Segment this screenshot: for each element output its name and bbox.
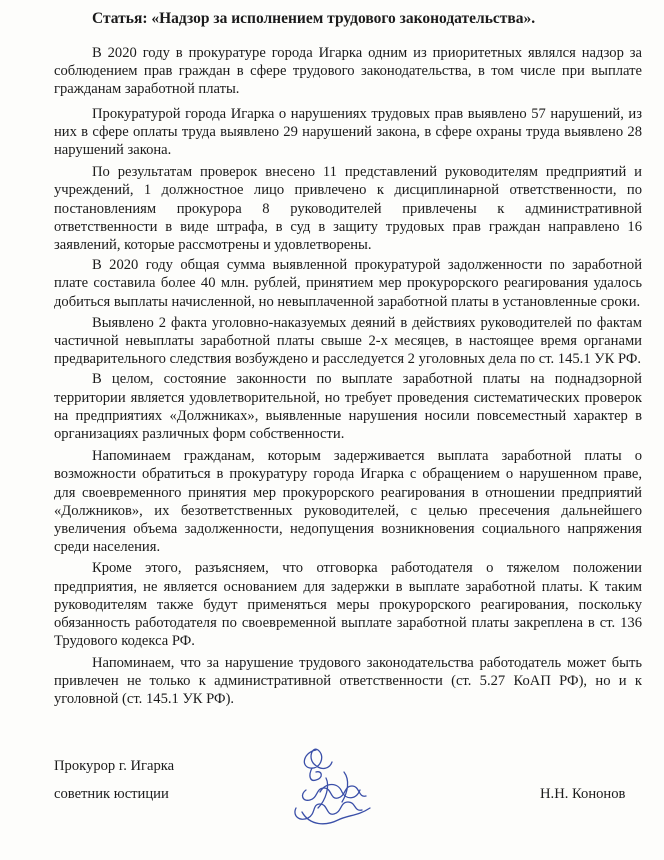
paragraph: Прокуратурой города Игарка о нарушениях трудовых прав выявлено 57 нарушений, из них в сфере оплаты труда выявлено 29 нарушений закона, в сфере охраны труда выявлено 28 нарушений закона. (54, 105, 642, 159)
article-body (54, 44, 642, 708)
paragraph: Кроме этого, разъясняем, что отговорка работодателя о тяжелом положении предприятия, не является основанием для задержки в выплате заработной платы. К таким руководителям также будут применяться меры прокурорского реагирования, поскольку обязанность работодателя по своевременной выплате заработной платы закреплена в ст. 136 Трудового кодекса РФ. (54, 560, 642, 650)
paragraph: В 2020 году в прокуратуре города Игарка одним из приоритетных являлся надзор за соблюдением прав граждан в сфере трудового законодательства, в том числе при выплате гражданам заработной платы. (54, 45, 642, 98)
paragraph: Выявлено 2 факта уголовно-наказуемых деяний в действиях руководителей по фактам частичной невыплаты заработной платы свыше 2-х месяцев, в настоящее время органами предварительного следствия возбуждено и расследуется 2 уголовных дела по ст. 145.1 УК РФ. (54, 314, 642, 368)
article-title: Статья: «Надзор за исполнением трудового законодательства». (92, 10, 536, 27)
signatory-rank: советник юстиции (54, 786, 169, 802)
signatory-position: Прокурор г. Игарка (54, 758, 175, 774)
paragraph: По результатам проверок внесено 11 представлений руководителям предприятий и учреждений, 1 должностное лицо привлечено к дисциплинарной ответственности, по постановлениям прокурора 8 руководителей привлечены к административной ответственности в виде штрафа, в суд в защиту трудовых прав граждан направлено 16 заявлений, которые рассмотрены и удовлетворены. (54, 164, 642, 254)
handwritten-signature-icon (286, 742, 378, 830)
paragraph: Напоминаем, что за нарушение трудового законодательства работодатель может быть привлечен не только к административной ответственности (ст. 5.27 КоАП РФ), но и к уголовной (ст. 145.1 УК РФ). (54, 654, 642, 707)
paragraph: В 2020 году общая сумма выявленной прокуратурой задолженности по заработной плате составила более 40 млн. рублей, принятием мер прокурорского реагирования удалось добиться выплаты начисленной, но невыплаченной заработной платы в установленные сроки. (54, 257, 642, 310)
paragraph: В целом, состояние законности по выплате заработной платы на поднадзорной территории является удовлетворительной, но требует проведения систематических проверок на предприятиях «Должниках», выявленные нарушения носили повсеместный характер в организациях различных форм собственности. (54, 371, 642, 443)
paragraph: Напоминаем гражданам, которым задерживается выплата заработной платы о возможности обратиться в прокуратуру города Игарка с обращением о нарушенном праве, для своевременного принятия мер прокурорского реагирования в отношении предприятий «Должников», их безответственных руководителей, с целью пресечения дальнейшего увеличения объема задолженности, недопущения возникновения социального напряжения среди населения. (54, 448, 642, 556)
signatory-name: Н.Н. Кононов (540, 786, 626, 802)
